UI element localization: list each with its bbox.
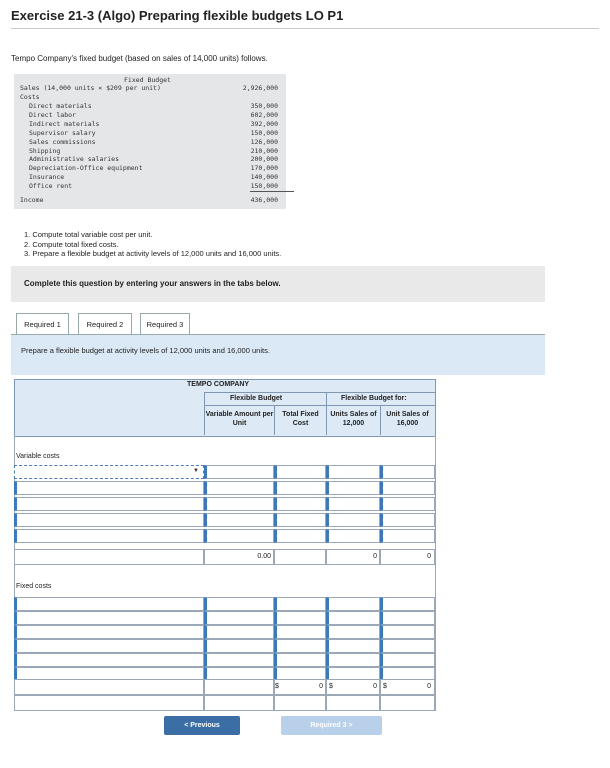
units-12k-input[interactable] — [326, 497, 380, 511]
fixed-budget-box — [14, 74, 286, 209]
item-value: 200,000 — [250, 155, 278, 164]
total-fixed-input[interactable] — [274, 625, 326, 639]
col-header-16k: Unit Sales of 16,000 — [386, 411, 429, 427]
units-16k-input[interactable] — [380, 597, 435, 611]
fixed-budget-item — [14, 182, 286, 191]
variable-costs-label: Variable costs — [16, 453, 60, 460]
total-fixed-input[interactable] — [274, 639, 326, 653]
requirement-3: 3. Prepare a flexible budget at activity levels of 12,000 units and 16,000 units. — [24, 249, 282, 258]
account-cell[interactable] — [14, 529, 204, 543]
total-fixed-input[interactable] — [274, 611, 326, 625]
units-12k-input[interactable] — [326, 481, 380, 495]
units-12k-input[interactable] — [326, 653, 380, 667]
fixed-total: 0 — [319, 683, 323, 690]
fixed-budget-item — [14, 138, 286, 147]
units-16k-input[interactable] — [380, 497, 435, 511]
total-fixed-input[interactable] — [274, 481, 326, 495]
total-fixed-input[interactable] — [274, 653, 326, 667]
item-value: 392,000 — [250, 119, 278, 128]
chevron-right-icon: > — [348, 722, 353, 729]
tab-required-1[interactable]: Required 1 — [16, 313, 69, 335]
fixed-costs-label: Fixed costs — [16, 583, 52, 590]
item-label: Direct labor — [29, 110, 76, 119]
fixed-total-currency: $ — [275, 683, 279, 690]
account-cell[interactable] — [14, 597, 204, 611]
units-12k-input[interactable] — [326, 639, 380, 653]
variable-total-12k: 0 — [373, 553, 377, 560]
fixed-budget-item — [14, 102, 286, 111]
account-cell[interactable] — [14, 513, 204, 527]
panel-text: Prepare a flexible budget at activity levels of 12,000 units and 16,000 units. — [21, 346, 270, 355]
account-cell — [14, 695, 204, 711]
intro-text: Tempo Company's fixed budget (based on sales of 14,000 units) follows. — [11, 54, 268, 63]
fixed-budget-item — [14, 111, 286, 120]
item-label: Administrative salaries — [29, 155, 120, 164]
variable-per-unit-input[interactable] — [204, 639, 274, 653]
units-16k-input[interactable] — [380, 639, 435, 653]
units-12k-input[interactable] — [326, 529, 380, 543]
requirements-list — [24, 230, 281, 259]
chevron-down-icon[interactable]: ▼ — [193, 468, 199, 474]
variable-per-unit-input[interactable] — [204, 625, 274, 639]
flexible-budget-heading: Flexible Budget — [230, 395, 283, 402]
title-divider — [11, 28, 599, 29]
account-cell — [14, 549, 204, 565]
account-cell — [14, 679, 204, 695]
col-header-fixed: Total Fixed Cost — [282, 411, 319, 427]
units-12k-input — [326, 695, 380, 711]
flexible-budget-for-heading: Flexible Budget for: — [341, 395, 407, 402]
fixed-12k-currency: $ — [329, 683, 333, 690]
fixed-total-16k: 0 — [427, 683, 431, 690]
item-label: Depreciation-Office equipment — [29, 164, 143, 173]
tab-required-3[interactable]: Required 3 — [140, 313, 190, 335]
income-label: Income — [20, 196, 44, 204]
sales-value: 2,926,000 — [242, 84, 278, 92]
fixed-budget-item — [14, 147, 286, 156]
instruction-text: Complete this question by entering your answers in the tabs below. — [24, 279, 281, 288]
income-row — [14, 196, 286, 205]
income-rule — [250, 191, 294, 192]
item-label: Supervisor salary — [29, 128, 96, 137]
item-label: Indirect materials — [29, 119, 100, 128]
account-cell[interactable] — [14, 497, 204, 511]
account-cell[interactable] — [14, 653, 204, 667]
total-fixed-input[interactable] — [274, 497, 326, 511]
next-button[interactable] — [281, 716, 382, 735]
fixed-total-12k: 0 — [373, 683, 377, 690]
requirement-1: 1. Compute total variable cost per unit. — [24, 230, 153, 239]
next-label: Required 3 — [310, 722, 347, 729]
item-label: Shipping — [29, 146, 61, 155]
subheader-divider — [204, 405, 435, 406]
item-label: Sales commissions — [29, 137, 96, 146]
units-12k-input[interactable] — [326, 513, 380, 527]
item-value: 150,000 — [250, 182, 278, 191]
account-cell[interactable] — [14, 611, 204, 625]
variable-total-16k: 0 — [427, 553, 431, 560]
item-value: 170,000 — [250, 164, 278, 173]
units-12k-input[interactable] — [326, 611, 380, 625]
fixed-16k-currency: $ — [383, 683, 387, 690]
variable-per-unit-input[interactable] — [204, 465, 274, 479]
fixed-budget-item — [14, 129, 286, 138]
col-header-variable: Variable Amount per Unit — [205, 411, 274, 427]
units-12k-input[interactable] — [326, 465, 380, 479]
item-value: 602,000 — [250, 110, 278, 119]
fixed-budget-item — [14, 155, 286, 164]
item-value: 126,000 — [250, 137, 278, 146]
company-name: TEMPO COMPANY — [187, 381, 250, 388]
previous-button[interactable] — [164, 716, 240, 735]
total-fixed-input — [274, 549, 326, 565]
total-fixed-input — [274, 695, 326, 711]
units-16k-input — [380, 695, 435, 711]
total-fixed-input[interactable] — [274, 529, 326, 543]
units-16k-input[interactable] — [380, 611, 435, 625]
requirement-2: 2. Compute total fixed costs. — [24, 239, 119, 249]
item-label: Direct materials — [29, 102, 92, 110]
sales-label: Sales (14,000 units × $209 per unit) — [20, 84, 161, 92]
total-fixed-input[interactable] — [274, 465, 326, 479]
item-label: Office rent — [29, 182, 73, 191]
fixed-budget-item — [14, 173, 286, 182]
variable-per-unit-input[interactable] — [204, 611, 274, 625]
costs-label: Costs — [20, 93, 40, 101]
header-divider — [204, 392, 435, 393]
variable-per-unit-input[interactable] — [204, 653, 274, 667]
col-header-12k: Units Sales of 12,000 — [330, 411, 377, 427]
fixed-budget-item — [14, 120, 286, 129]
sales-row — [14, 84, 286, 93]
item-label: Insurance — [29, 173, 65, 182]
page-title: Exercise 21-3 (Algo) Preparing flexible budgets LO P1 — [11, 8, 344, 23]
units-16k-input[interactable] — [380, 653, 435, 667]
fixed-budget-heading: Fixed Budget — [124, 76, 171, 84]
variable-per-unit-input[interactable] — [204, 529, 274, 543]
variable-per-unit-input[interactable] — [204, 497, 274, 511]
units-12k-input[interactable] — [326, 625, 380, 639]
item-value: 210,000 — [250, 146, 278, 155]
account-cell[interactable] — [14, 625, 204, 639]
variable-per-unit-input[interactable] — [204, 597, 274, 611]
units-16k-input[interactable] — [380, 465, 435, 479]
variable-cost-dropdown[interactable] — [14, 465, 204, 479]
units-12k-input[interactable] — [326, 597, 380, 611]
tab-required-2[interactable]: Required 2 — [78, 313, 132, 335]
total-fixed-input[interactable] — [274, 597, 326, 611]
total-fixed-input[interactable] — [274, 513, 326, 527]
item-value: 140,000 — [250, 173, 278, 182]
units-16k-input[interactable] — [380, 529, 435, 543]
previous-label: Previous — [190, 722, 220, 729]
account-cell[interactable] — [14, 481, 204, 495]
item-value: 150,000 — [250, 128, 278, 137]
fixed-budget-item — [14, 164, 286, 173]
costs-row — [14, 93, 286, 102]
units-16k-input[interactable] — [380, 513, 435, 527]
variable-per-unit-input — [204, 695, 274, 711]
variable-per-unit-total: 0.00 — [257, 553, 271, 560]
units-16k-input[interactable] — [380, 625, 435, 639]
variable-per-unit-input[interactable] — [204, 481, 274, 495]
chevron-left-icon: < — [184, 722, 189, 729]
variable-per-unit-input[interactable] — [204, 513, 274, 527]
units-16k-input[interactable] — [380, 481, 435, 495]
variable-per-unit-input — [204, 679, 274, 695]
account-cell[interactable] — [14, 639, 204, 653]
item-value: 350,000 — [250, 102, 278, 110]
income-value: 436,000 — [250, 196, 278, 204]
